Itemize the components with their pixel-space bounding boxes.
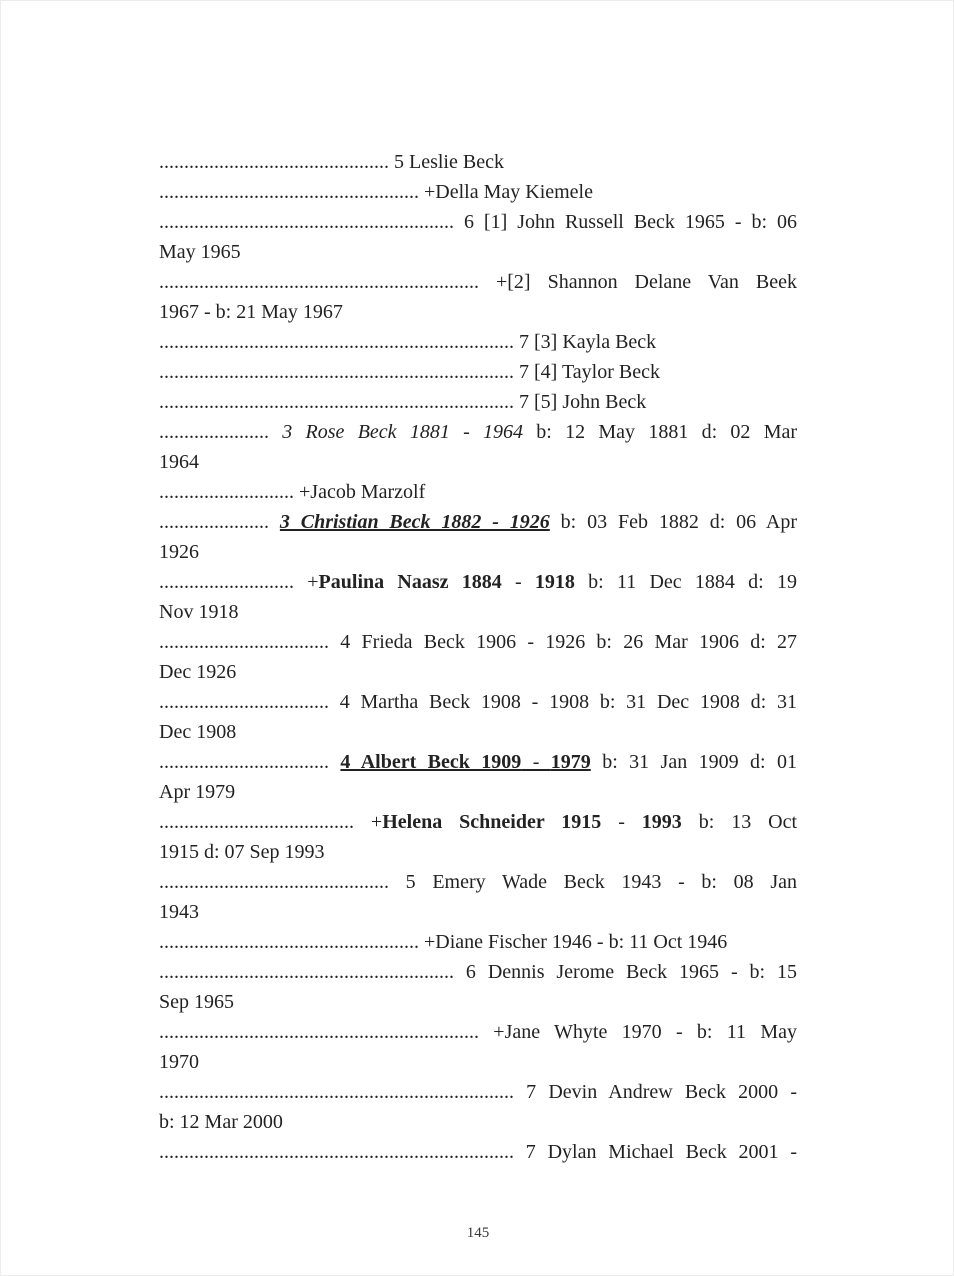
genealogy-descendant-report bbox=[159, 147, 797, 1167]
text-segment: 3 Rose Beck 1881 - 1964 bbox=[282, 421, 524, 443]
text-segment: 1926 bbox=[159, 541, 199, 563]
entry-line bbox=[159, 927, 797, 957]
descendant-entry bbox=[159, 747, 797, 807]
text-segment: - bbox=[521, 751, 551, 773]
leader-dots: ....................................................................... bbox=[159, 331, 514, 353]
leader-dots: ...................... bbox=[159, 511, 269, 533]
leader-dots: ....................................... bbox=[159, 811, 354, 833]
entry-line bbox=[159, 777, 797, 807]
descendant-entry bbox=[159, 627, 797, 687]
text-segment: Dec 1908 bbox=[159, 721, 237, 743]
text-segment: b: 31 Jan 1909 d: 01 bbox=[590, 751, 798, 773]
entry-line bbox=[159, 957, 797, 987]
text-segment: May 1965 bbox=[159, 241, 241, 263]
text-segment: 6 Dennis Jerome Beck 1965 - b: 15 bbox=[454, 961, 797, 983]
text-segment: 4 Albert Beck 1909 bbox=[340, 751, 522, 773]
leader-dots: .................................................... bbox=[159, 931, 419, 953]
entry-line bbox=[159, 1047, 797, 1077]
entry-line bbox=[159, 657, 797, 687]
leader-dots: .................................. bbox=[159, 691, 329, 713]
descendant-entry bbox=[159, 687, 797, 747]
descendant-entry bbox=[159, 357, 797, 387]
text-segment: 7 Devin Andrew Beck 2000 - bbox=[514, 1081, 797, 1103]
text-segment bbox=[269, 421, 282, 443]
descendant-entry bbox=[159, 177, 797, 207]
text-segment: 3 Christian Beck 1882 - 1926 bbox=[279, 511, 550, 533]
entry-line bbox=[159, 297, 797, 327]
text-segment: 1943 bbox=[159, 901, 199, 923]
leader-dots: ................................................................ bbox=[159, 271, 479, 293]
descendant-entry bbox=[159, 207, 797, 267]
text-segment: 1967 - b: 21 May 1967 bbox=[159, 301, 343, 323]
leader-dots: ................................................................ bbox=[159, 1021, 479, 1043]
text-segment: Paulina Naasz 1884 bbox=[318, 571, 502, 593]
text-segment bbox=[329, 751, 340, 773]
entry-line bbox=[159, 627, 797, 657]
text-segment: 1979 bbox=[550, 751, 591, 773]
text-segment: 4 Frieda Beck 1906 - 1926 b: 26 Mar 1906 d: 27 bbox=[329, 631, 797, 653]
entry-line bbox=[159, 597, 797, 627]
text-segment: b: 11 Dec 1884 d: 19 bbox=[574, 571, 797, 593]
descendant-entry bbox=[159, 927, 797, 957]
text-segment: 5 Emery Wade Beck 1943 - b: 08 Jan bbox=[389, 871, 797, 893]
entry-line bbox=[159, 207, 797, 237]
descendant-entry bbox=[159, 567, 797, 627]
descendant-entry bbox=[159, 267, 797, 327]
text-segment: 4 Martha Beck 1908 - 1908 b: 31 Dec 1908 d: 31 bbox=[329, 691, 797, 713]
text-segment: +[2] Shannon Delane Van Beek bbox=[479, 271, 797, 293]
text-segment: 1918 bbox=[534, 571, 575, 593]
leader-dots: .............................................. bbox=[159, 871, 389, 893]
text-segment: - bbox=[501, 571, 535, 593]
leader-dots: .................................. bbox=[159, 631, 329, 653]
entry-line bbox=[159, 177, 797, 207]
entry-line bbox=[159, 1107, 797, 1137]
descendant-entry bbox=[159, 807, 797, 867]
text-segment: + bbox=[294, 571, 319, 593]
entry-line bbox=[159, 327, 797, 357]
entry-line bbox=[159, 1017, 797, 1047]
text-segment: - bbox=[601, 811, 642, 833]
entry-line bbox=[159, 567, 797, 597]
descendant-entry bbox=[159, 1017, 797, 1077]
descendant-entry bbox=[159, 867, 797, 927]
entry-line bbox=[159, 987, 797, 1017]
leader-dots: .............................................. bbox=[159, 151, 389, 173]
entry-line bbox=[159, 1137, 797, 1167]
descendant-entry bbox=[159, 417, 797, 477]
text-segment: Sep 1965 bbox=[159, 991, 234, 1013]
entry-line bbox=[159, 387, 797, 417]
entry-line bbox=[159, 237, 797, 267]
entry-line bbox=[159, 867, 797, 897]
page-number: 145 bbox=[466, 1225, 490, 1241]
entry-line bbox=[159, 717, 797, 747]
descendant-entry bbox=[159, 957, 797, 1017]
text-segment: + bbox=[354, 811, 383, 833]
entry-line bbox=[159, 267, 797, 297]
entry-line bbox=[159, 537, 797, 567]
text-segment: +Jane Whyte 1970 - b: 11 May bbox=[479, 1021, 797, 1043]
text-segment: 6 [1] John Russell Beck 1965 - b: 06 bbox=[454, 211, 797, 233]
descendant-entry bbox=[159, 147, 797, 177]
entry-line bbox=[159, 897, 797, 927]
text-segment: +Diane Fischer 1946 - b: 11 Oct 1946 bbox=[419, 931, 728, 953]
text-segment: Dec 1926 bbox=[159, 661, 237, 683]
leader-dots: ....................................................................... bbox=[159, 391, 514, 413]
text-segment: +Jacob Marzolf bbox=[294, 481, 426, 503]
descendant-entry bbox=[159, 387, 797, 417]
text-segment: 1915 d: 07 Sep 1993 bbox=[159, 841, 325, 863]
text-segment: b: 03 Feb 1882 d: 06 Apr bbox=[549, 511, 797, 533]
leader-dots: .................................................... bbox=[159, 181, 419, 203]
text-segment: 1964 bbox=[159, 451, 199, 473]
entries-list bbox=[159, 147, 797, 1167]
entry-line bbox=[159, 357, 797, 387]
entry-line bbox=[159, 147, 797, 177]
text-segment: 5 Leslie Beck bbox=[389, 151, 504, 173]
descendant-entry bbox=[159, 477, 797, 507]
entry-line bbox=[159, 1077, 797, 1107]
leader-dots: ....................................................................... bbox=[159, 1141, 514, 1163]
entry-line bbox=[159, 417, 797, 447]
leader-dots: ....................................................................... bbox=[159, 1081, 514, 1103]
text-segment: 1993 bbox=[641, 811, 682, 833]
leader-dots: ........................................................... bbox=[159, 211, 454, 233]
descendant-entry bbox=[159, 1137, 797, 1167]
entry-line bbox=[159, 477, 797, 507]
entry-line bbox=[159, 447, 797, 477]
text-segment: +Della May Kiemele bbox=[419, 181, 593, 203]
entry-line bbox=[159, 747, 797, 777]
leader-dots: ........................... bbox=[159, 481, 294, 503]
text-segment: Helena Schneider 1915 bbox=[382, 811, 602, 833]
text-segment: b: 12 Mar 2000 bbox=[159, 1111, 283, 1133]
text-segment bbox=[269, 511, 280, 533]
leader-dots: ...................... bbox=[159, 421, 269, 443]
entry-line bbox=[159, 807, 797, 837]
leader-dots: ....................................................................... bbox=[159, 361, 514, 383]
entry-line bbox=[159, 837, 797, 867]
entry-line bbox=[159, 687, 797, 717]
text-segment: Apr 1979 bbox=[159, 781, 236, 803]
text-segment: 7 [3] Kayla Beck bbox=[514, 331, 657, 353]
text-segment: b: 12 May 1881 d: 02 Mar bbox=[523, 421, 798, 443]
text-segment: 7 [5] John Beck bbox=[514, 391, 647, 413]
leader-dots: .................................. bbox=[159, 751, 329, 773]
text-segment: 1970 bbox=[159, 1051, 199, 1073]
text-segment: b: 13 Oct bbox=[681, 811, 797, 833]
leader-dots: ........................................................... bbox=[159, 961, 454, 983]
entry-line bbox=[159, 507, 797, 537]
descendant-entry bbox=[159, 1077, 797, 1137]
leader-dots: ........................... bbox=[159, 571, 294, 593]
descendant-entry bbox=[159, 327, 797, 357]
text-segment: 7 [4] Taylor Beck bbox=[514, 361, 660, 383]
text-segment: Nov 1918 bbox=[159, 601, 239, 623]
descendant-entry bbox=[159, 507, 797, 567]
text-segment: 7 Dylan Michael Beck 2001 - bbox=[514, 1141, 797, 1163]
